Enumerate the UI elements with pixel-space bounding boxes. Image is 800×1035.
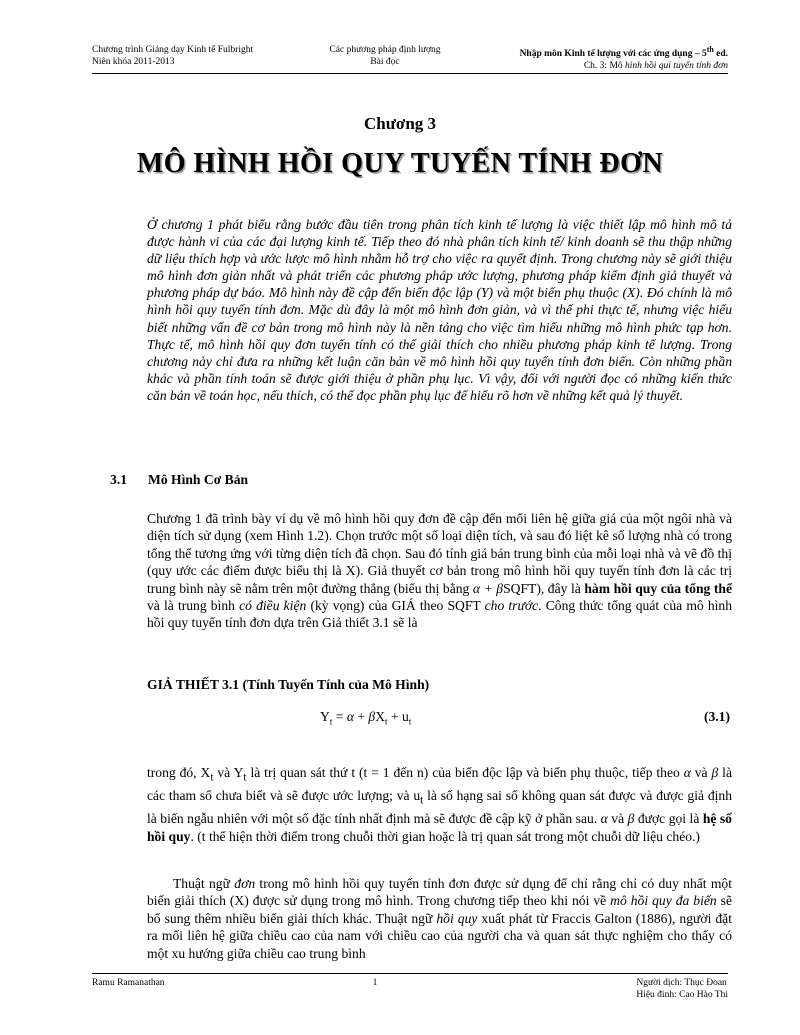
header-program: Chương trình Giảng dạy Kinh tế Fulbright xyxy=(92,45,254,55)
body-paragraph-3: Thuật ngữ đơn trong mô hình hồi quy tuyến tính đơn được sử dụng để chỉ rằng chỉ có duy nhất một biến giải thích (X) được sử dụng trong mô hình. Trong chương tiếp theo khi nói về mô hồi quy đa biến sẽ bổ sung thêm nhiều biến giải thích khác. Thuật ngữ hồi quy xuất phát từ Fraccis Galton (1886), người đặt ra mối liên hệ giữa chiều cao của nam với chiều cao của người cha và quan sát thực nghiệm cho thấy có một xu hướng giữa chiều cao trung bình xyxy=(147,876,733,961)
footer-rule xyxy=(92,973,728,974)
chapter-title: MÔ HÌNH HỒI QUY TUYẾN TÍNH ĐƠN xyxy=(136,148,664,179)
header-reading: Bài đọc xyxy=(370,57,400,67)
header-left xyxy=(92,44,253,68)
header-chapter: Ch. 3: Mô hình hồi qui tuyến tính đơn xyxy=(583,61,728,72)
section-title: Mô Hình Cơ Bản xyxy=(148,472,249,487)
footer-author: Ramu Ramanathan xyxy=(92,978,165,988)
header-middle xyxy=(300,44,470,68)
equation: $Y_t = \alpha + \beta X_t + u_t$ xyxy=(320,709,412,727)
body-paragraph-2: trong đó, $X_t$ và $Y_t$ là trị quan sát thứ t (t = 1 đến n) của biến độc lập và biến phụ thuộc, tiếp theo α và β là các tham số chưa biết và sẽ được ước lượng; và $u_t$ là số hạng sai số không quan sát được và được giả định là biến ngẫu nhiên với một số đặc tính nhất định mà sẽ được đề cập kỹ ở phần sau. α và β được gọi là hệ số hồi quy. (t thể hiện thời điểm trong chuỗi thời gian hoặc là trị quan sát trong một chuỗi dữ liệu chéo.) xyxy=(147,765,732,844)
intro-paragraph: Ở chương 1 phát biểu rằng bước đầu tiên trong phân tích kinh tế lượng là việc thiết lập mô hình mô tả được hành vi của các đại lượng kinh tế. Tiếp theo đó nhà phân tích kinh tế/ kinh doanh sẽ thu thập những dữ liệu thích hợp và ước lược mô hình nhằm hỗ trợ cho việc ra quyết định. Trong chương này sẽ giới thiệu mô hình đơn giản nhất và phát triển các phương pháp ước lượng, phương pháp kiểm định giả thuyết và phương pháp dự báo. Mô hình này đề cập đến biến độc lập (Y) và một biến phụ thuộc (X). Đó chính là mô hình hồi quy tuyến tính đơn. Mặc dù đây là một mô hình đơn giản, và vì thế phi thực tế, nhưng việc hiểu biết những vấn đề cơ bản trong mô hình này là nền tảng cho việc tìm hiểu những mô hình phức tạp hơn. Thực tế, mô hình hồi quy đơn tuyến tính có thể giải thích cho nhiều phương pháp kinh tế lượng. Trong chương này chỉ đưa ra những kết luận căn bản về mô hình hồi quy tuyến tính đơn biến. Còn những phần khác và phần tính toán sẽ được giới thiệu ở phần phụ lục. Vì vậy, đối với người đọc có những kiến thức căn bản về toán học, nếu thích, có thể đọc phần phụ lục để hiểu rõ hơn về những kết quả lý thuyết. xyxy=(147,217,732,403)
header-right xyxy=(520,44,728,72)
header-rule xyxy=(92,73,728,74)
section-heading xyxy=(110,472,248,488)
footer-credits xyxy=(636,977,728,1001)
equation-number: (3.1) xyxy=(703,709,730,724)
assumption-heading: GIẢ THIẾT 3.1 (Tính Tuyến Tính của Mô Hình) xyxy=(147,677,430,692)
header-course: Các phương pháp định lượng xyxy=(329,45,441,55)
header-year: Niên khóa 2011-2013 xyxy=(92,57,175,67)
chapter-label: Chương 3 xyxy=(363,114,437,133)
footer-translator: Người dịch: Thục Đoan xyxy=(636,978,727,988)
page-number: 1 xyxy=(372,978,378,988)
footer-editor: Hiệu đính: Cao Hào Thi xyxy=(636,990,728,1000)
body-paragraph-1: Chương 1 đã trình bày ví dụ về mô hình hồi quy đơn đề cập đến mối liên hệ giữa giá của một ngôi nhà và diện tích sử dụng (xem Hình 1.2). Chọn trước một số loại diện tích, và sau đó liệt kê số lượng nhà có trong tổng thể tương ứng với từng diện tích đã chọn. Sau đó tính giá bán trung bình của mỗi loại nhà và vẽ đồ thị (quy ước các điểm được biểu thị là X). Giả thuyết cơ bản trong mô hình hồi quy tuyến tính đơn là các trị trung bình này sẽ nằm trên một đường thẳng (biểu thị bằng α + βSQFT), đây là hàm hồi quy của tổng thể và là trung bình có điều kiện (kỳ vọng) của GIÁ theo SQFT cho trước. Công thức tổng quát của mô hình hồi quy tuyến tính đơn dựa trên Giả thiết 3.1 sẽ là xyxy=(147,511,732,631)
header-book-title: Nhập môn Kinh tế lượng với các ứng dụng – 5th ed. xyxy=(519,45,728,60)
section-number: 3.1 xyxy=(110,472,127,487)
